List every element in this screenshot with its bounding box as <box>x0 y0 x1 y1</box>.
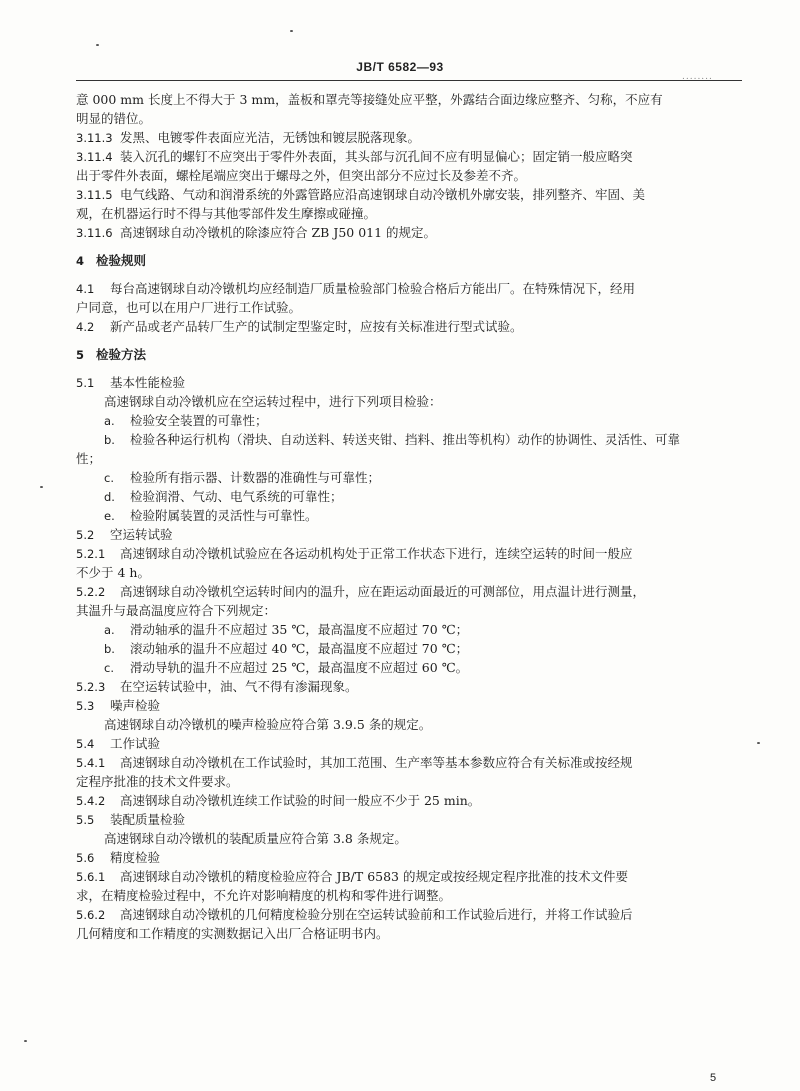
section-number: 4 <box>76 254 85 268</box>
clause-number: 5.6 <box>76 851 95 865</box>
scan-speck <box>24 1040 27 1042</box>
list-item-text: 检验各种运行机构（滑块、自动送料、转送夹钳、挡料、推出等机构）动作的协调性、灵活性、可靠 <box>130 432 681 447</box>
paragraph-gap <box>76 242 742 251</box>
clause-text: 每台高速钢球自动冷镦机均应经制造厂质量检验部门检验合格后方能出厂。在特殊情况下，经用 <box>110 281 636 296</box>
list-item-marker: b. <box>104 433 115 447</box>
scan-speck <box>757 742 760 744</box>
clause-text: 工作试验 <box>110 736 161 751</box>
clause-number: 5.1 <box>76 376 95 390</box>
clause-number: 3.11.4 <box>76 150 113 164</box>
clause-text: 精度检验 <box>110 850 161 865</box>
clause-line <box>76 128 742 147</box>
clause-number: 5.4.2 <box>76 794 106 808</box>
clause-line <box>76 867 742 886</box>
clause-text: 电气线路、气动和润滑系统的外露管路应沿高速钢球自动冷镦机外廓安装，排列整齐、牢固、美 <box>120 187 646 202</box>
section-heading <box>76 251 742 270</box>
clause-line <box>76 753 742 772</box>
continuation-line: 意 000 mm 长度上不得大于 3 mm，盖板和罩壳等接缝处应平整，外露结合面边缘应整齐、匀称，不应有 <box>76 92 663 107</box>
paragraph-gap <box>76 336 742 345</box>
clause-number: 3.11.5 <box>76 188 113 202</box>
clause-number: 4.2 <box>76 320 95 334</box>
paragraph-gap <box>76 364 742 373</box>
list-item-text: 检验润滑、气动、电气系统的可靠性； <box>130 489 343 504</box>
document-body <box>76 90 742 943</box>
list-item <box>76 411 742 430</box>
list-item-marker: b. <box>104 642 115 656</box>
list-item <box>76 658 742 677</box>
scan-speck <box>40 486 43 488</box>
scan-speck <box>96 44 99 46</box>
clause-text: 高速钢球自动冷镦机在工作试验时，其加工范围、生产率等基本参数应符合有关标准或按经规 <box>120 755 633 770</box>
clause-line <box>76 185 742 204</box>
clause-line <box>76 373 742 392</box>
list-item <box>76 487 742 506</box>
continuation-line: 定程序批准的技术文件要求。 <box>76 774 239 789</box>
clause-line <box>76 696 742 715</box>
clause-text: 高速钢球自动冷镦机的精度检验应符合 JB/T 6583 的规定或按经规定程序批准的技术文件要 <box>120 869 628 884</box>
clause-line <box>76 223 742 242</box>
clause-number: 5.5 <box>76 813 95 827</box>
clause-number: 3.11.6 <box>76 226 113 240</box>
list-item-text: 检验安全装置的可靠性； <box>130 413 268 428</box>
indented-paragraph: 高速钢球自动冷镦机的噪声检验应符合第 3.9.5 条的规定。 <box>104 717 432 732</box>
list-item <box>76 620 742 639</box>
continuation-line: 户同意，也可以在用户厂进行工作试验。 <box>76 300 302 315</box>
clause-text: 高速钢球自动冷镦机连续工作试验的时间一般应不少于 25 min。 <box>120 793 481 808</box>
clause-line <box>76 525 742 544</box>
clause-text: 高速钢球自动冷镦机试验应在各运动机构处于正常工作状态下进行，连续空运转的时间一般应 <box>120 546 633 561</box>
clause-line <box>76 279 742 298</box>
list-item-marker: d. <box>104 490 115 504</box>
clause-number: 4.1 <box>76 282 95 296</box>
clause-text: 高速钢球自动冷镦机的除漆应符合 ZB J50 011 的规定。 <box>120 225 437 240</box>
clause-number: 5.6.2 <box>76 908 106 922</box>
clause-number: 5.2.2 <box>76 585 106 599</box>
continuation-line: 明显的错位。 <box>76 111 152 126</box>
clause-line <box>76 810 742 829</box>
page-number: 5 <box>710 1072 717 1084</box>
section-title: 检验规则 <box>96 253 147 268</box>
list-item-text: 滑动轴承的温升不应超过 35 ℃，最高温度不应超过 70 ℃； <box>130 622 469 637</box>
clause-number: 5.4.1 <box>76 756 106 770</box>
list-item <box>76 506 742 525</box>
clause-line <box>76 544 742 563</box>
continuation-line: 观，在机器运行时不得与其他零部件发生摩擦或碰撞。 <box>76 206 377 221</box>
clause-text: 在空运转试验中，油、气不得有渗漏现象。 <box>120 679 358 694</box>
clause-text: 噪声检验 <box>110 698 161 713</box>
clause-number: 5.6.1 <box>76 870 106 884</box>
list-item-marker: a. <box>104 414 115 428</box>
clause-text: 装配质量检验 <box>110 812 186 827</box>
clause-line <box>76 582 742 601</box>
list-item-text: 检验所有指示器、计数器的准确性与可靠性； <box>130 470 381 485</box>
clause-text: 高速钢球自动冷镦机的几何精度检验分别在空运转试验前和工作试验后进行，并将工作试验后 <box>120 907 633 922</box>
clause-text: 新产品或老产品转厂生产的试制定型鉴定时，应按有关标准进行型式试验。 <box>110 319 523 334</box>
clause-text: 装入沉孔的螺钉不应突出于零件外表面，其头部与沉孔间不应有明显偏心；固定销一般应略突 <box>120 149 633 164</box>
clause-text: 高速钢球自动冷镦机空运转时间内的温升，应在距运动面最近的可测部位，用点温计进行测量， <box>120 584 646 599</box>
list-item <box>76 430 742 449</box>
clause-number: 5.2.3 <box>76 680 106 694</box>
clause-number: 5.2.1 <box>76 547 106 561</box>
list-item-text: 检验附属装置的灵活性与可靠性。 <box>130 508 318 523</box>
indented-paragraph: 高速钢球自动冷镦机应在空运转过程中，进行下列项目检验： <box>104 394 442 409</box>
continuation-line: 几何精度和工作精度的实测数据记入出厂合格证明书内。 <box>76 926 389 941</box>
scan-speck <box>290 30 293 32</box>
clause-number: 5.4 <box>76 737 95 751</box>
clause-line <box>76 317 742 336</box>
standard-code-header: JB/T 6582—93 <box>356 60 444 74</box>
list-item-marker: a. <box>104 623 115 637</box>
clause-number: 5.2 <box>76 528 95 542</box>
clause-text: 基本性能检验 <box>110 375 186 390</box>
clause-text: 空运转试验 <box>110 527 173 542</box>
clause-number: 3.11.3 <box>76 131 113 145</box>
clause-line <box>76 734 742 753</box>
section-heading <box>76 345 742 364</box>
header-dots: ........ <box>682 72 713 82</box>
clause-text: 发黑、电镀零件表面应光洁，无锈蚀和镀层脱落现象。 <box>120 130 421 145</box>
clause-line <box>76 848 742 867</box>
list-item <box>76 468 742 487</box>
clause-line <box>76 791 742 810</box>
list-item-marker: e. <box>104 509 115 523</box>
header-rule <box>76 80 742 81</box>
continuation-line: 其温升与最高温度应符合下列规定： <box>76 603 277 618</box>
list-item-marker: c. <box>104 471 114 485</box>
clause-line <box>76 905 742 924</box>
paragraph-gap <box>76 270 742 279</box>
indented-paragraph: 高速钢球自动冷镦机的装配质量应符合第 3.8 条规定。 <box>104 831 407 846</box>
continuation-line: 出于零件外表面，螺栓尾端应突出于螺母之外，但突出部分不应过长及参差不齐。 <box>76 168 527 183</box>
section-title: 检验方法 <box>96 347 147 362</box>
list-item-marker: c. <box>104 661 114 675</box>
list-item-text: 滑动导轨的温升不应超过 25 ℃，最高温度不应超过 60 ℃。 <box>130 660 469 675</box>
clause-line <box>76 677 742 696</box>
continuation-line: 不少于 4 h。 <box>76 565 150 580</box>
continuation-line: 求，在精度检验过程中，不允许对影响精度的机构和零件进行调整。 <box>76 888 452 903</box>
list-item <box>76 639 742 658</box>
section-number: 5 <box>76 348 85 362</box>
clause-line <box>76 147 742 166</box>
continuation-line: 性； <box>76 451 102 466</box>
list-item-text: 滚动轴承的温升不应超过 40 ℃，最高温度不应超过 70 ℃； <box>130 641 469 656</box>
clause-number: 5.3 <box>76 699 95 713</box>
